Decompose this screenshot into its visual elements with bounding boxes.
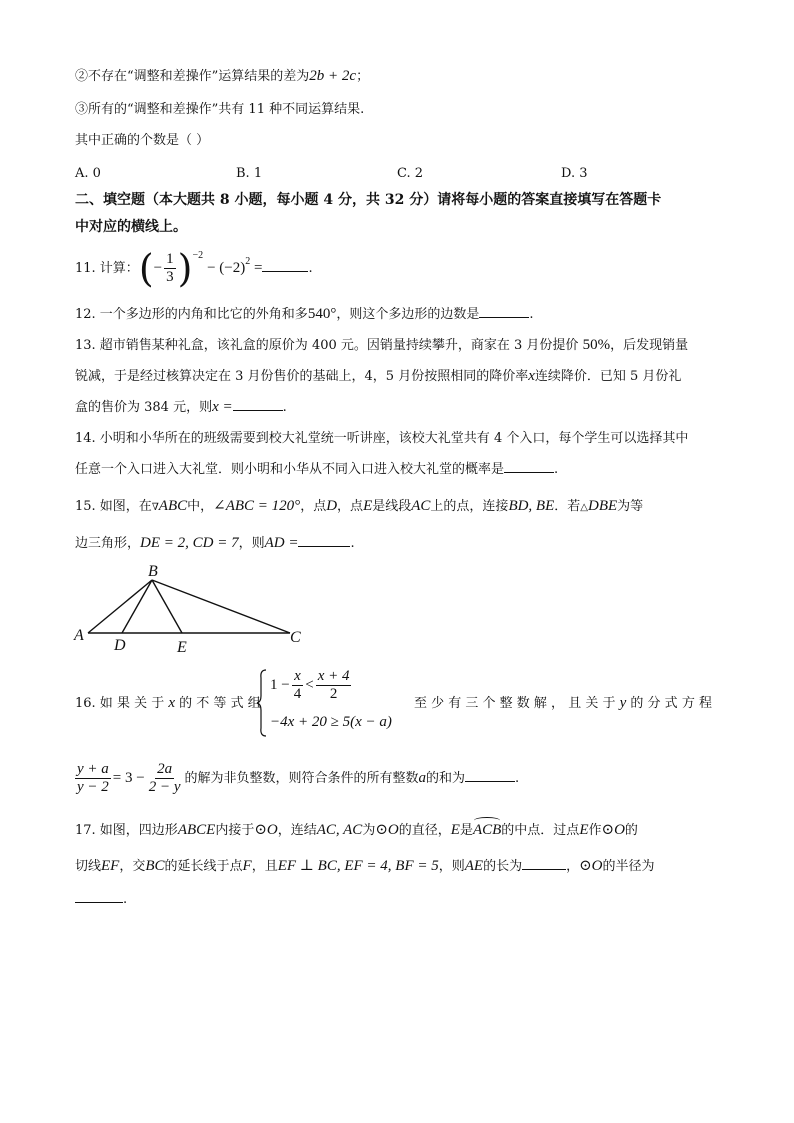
label-b: B: [148, 563, 158, 580]
answer-blank[interactable]: [504, 460, 554, 473]
q15-line1: 15. 如图，在∇ABC中，∠ABC = 120°，点D，点E是线段AC上的点，连接BD, BE．若△DBE为等: [75, 498, 644, 514]
answer-blank[interactable]: [262, 259, 308, 272]
segment-be: [152, 580, 182, 633]
answer-blank[interactable]: [75, 890, 123, 903]
q12: 12. 一个多边形的内角和比它的外角和多540°，则这个多边形的边数是 .: [75, 306, 534, 322]
answer-blank[interactable]: [479, 305, 529, 318]
option-b: B. 1: [236, 166, 263, 181]
label-c: C: [290, 629, 301, 646]
label-d: D: [114, 637, 126, 654]
q17-line3: .: [75, 890, 127, 910]
answer-blank[interactable]: [298, 534, 350, 547]
q13-line2: 锐减，于是经过核算决定在 3 月份售价的基础上，4，5 月份按照相同的降价率x连续降价．已知 5 月份礼: [75, 368, 682, 384]
section-header-line2: 中对应的横线上。: [75, 219, 187, 235]
q11-fraction: $\frac{1}{3}$: [166, 251, 174, 285]
q13-line1: 13. 超市销售某种礼盒，该礼盒的原价为 400 元。因销量持续攀升，商家在 3 月份提价 50%，后发现销量: [75, 337, 689, 353]
section-header-line1: 二、填空题（本大题共 8 小题，每小题 4 分，共 32 分）请将每小题的答案直接填写在答题卡: [75, 192, 662, 208]
answer-blank[interactable]: [522, 857, 566, 870]
label-e: E: [177, 639, 187, 656]
q16-line1-right: 至 少 有 三 个 整 数 解 ， 且 关 于 y 的 分 式 方 程: [414, 695, 712, 711]
question-prompt: 其中正确的个数是（ ）: [75, 133, 210, 148]
segment-ab: [88, 580, 152, 633]
option-d: D. 3: [561, 166, 588, 181]
option-c: C. 2: [397, 166, 424, 181]
q13-line3: 盒的售价为 384 元，则x = .: [75, 399, 287, 415]
q17-line1: 17. 如图，四边形ABCE内接于⊙O，连结AC, AC为⊙O的直径，E是ACB的中点．过点E作⊙O的: [75, 822, 638, 838]
segment-bc: [152, 580, 290, 633]
brace-icon: [256, 668, 268, 738]
answer-blank[interactable]: [465, 769, 515, 782]
arc-acb: ACB: [472, 822, 502, 838]
option-a: A. 0: [75, 166, 101, 181]
segment-bd: [122, 580, 152, 633]
statement-2: ②不存在“调整和差操作”运算结果的差为2b + 2c；: [75, 68, 370, 84]
q15-line2: 边三角形，DE = 2, CD = 7，则AD = .: [75, 535, 355, 551]
triangle-figure: [70, 560, 310, 660]
label-a: A: [74, 627, 84, 644]
q14-line2: 任意一个入口进入大礼堂．则小明和小华从不同入口进入校大礼堂的概率是 .: [75, 462, 559, 477]
inequality-system: [256, 668, 416, 738]
answer-blank[interactable]: [233, 398, 283, 411]
q17-line2: 切线EF，交BC的延长线于点F，且EF ⊥ BC, EF = 4, BF = 5，则AE的长为 ，⊙O的半径为: [75, 858, 655, 874]
q16-line1-left: 16. 如 果 关 于 x 的 不 等 式 组: [75, 695, 261, 711]
inequality-1: 1 − $\frac{x}{4}$ < $\frac{x + 4}{2}$: [270, 668, 350, 702]
inequality-2: −4x + 20 ≥ 5(x − a): [270, 714, 392, 730]
statement-3: ③所有的“调整和差操作”共有 11 种不同运算结果.: [75, 102, 365, 117]
q16-line2: $\frac{y + a}{y - 2}$ = 3 − $\frac{2a}{2 - y}$ 的解为非负整数，则符合条件的所有整数a的和为 .: [77, 761, 520, 795]
q14-line1: 14. 小明和小华所在的班级需要到校大礼堂统一听讲座，该校大礼堂共有 4 个入口，每个学生可以选择其中: [75, 431, 689, 446]
q11: 11. 计算：(− $\frac{1}{3}$ )$^{-2}- (-2)^2$ = .: [75, 246, 313, 291]
